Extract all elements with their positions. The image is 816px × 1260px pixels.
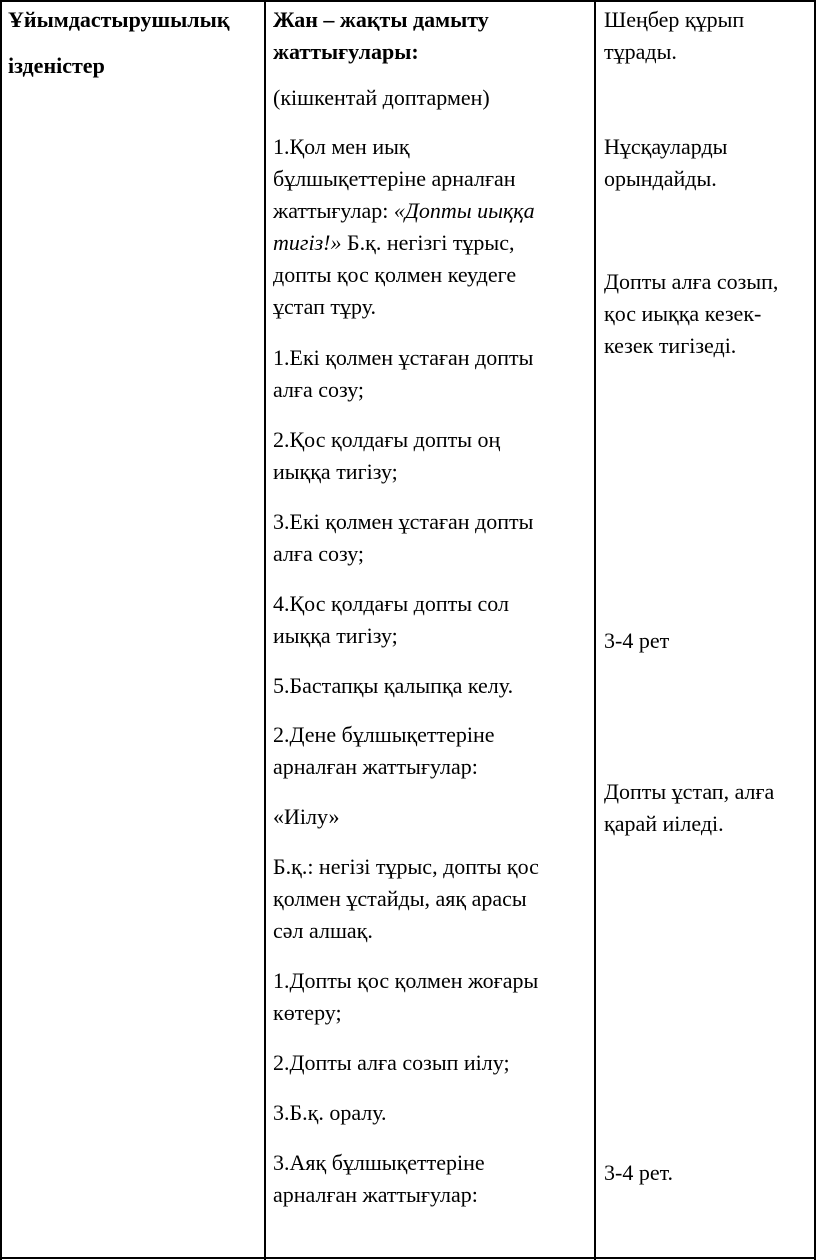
step-a1-line2: алға созу; bbox=[273, 377, 365, 402]
repeat-count-1: 3-4 рет bbox=[604, 628, 670, 653]
step-a1-line1: 1.Екі қолмен ұстаған допты bbox=[273, 345, 534, 370]
step-a3-line2: алға созу; bbox=[273, 541, 365, 566]
section1-line6: ұстап тұру. bbox=[273, 294, 377, 319]
exercise-name-part2: тигіз!» bbox=[273, 230, 342, 255]
step-b2: 2.Допты алға созып иілу; bbox=[273, 1050, 510, 1075]
exercise-name-part1: «Допты иыққа bbox=[393, 198, 535, 223]
response1-line2: тұрады. bbox=[604, 39, 677, 64]
response3-line1: Допты алға созып, bbox=[604, 269, 779, 294]
section3-line1: 3.Аяқ бұлшықеттеріне bbox=[273, 1150, 485, 1175]
section1-line5: допты қос қолмен кеудеге bbox=[273, 262, 517, 287]
response2-line1: Нұсқауларды bbox=[604, 134, 728, 159]
exercise-heading-line2: жаттығулары: bbox=[273, 39, 419, 64]
table-border-left bbox=[0, 0, 2, 1260]
step-b1-line2: көтеру; bbox=[273, 1000, 342, 1025]
step-a4-line2: иыққа тигізу; bbox=[273, 623, 398, 648]
section1-line2: бұлшықеттеріне арналған bbox=[273, 166, 516, 191]
response5-line1: Допты ұстап, алға bbox=[604, 779, 775, 804]
section2-start-line3: сәл алшақ. bbox=[273, 918, 373, 943]
step-b3: 3.Б.қ. оралу. bbox=[273, 1100, 387, 1125]
response5-line2: қарай иіледі. bbox=[604, 811, 724, 836]
section3-line2: арналған жаттығулар: bbox=[273, 1182, 478, 1207]
response3-line2: қос иыққа кезек- bbox=[604, 301, 762, 326]
stage-title-line2: ізденістер bbox=[8, 53, 105, 78]
table-border-top bbox=[0, 0, 816, 2]
stage-title-line1: Ұйымдастырушылық bbox=[8, 7, 230, 32]
table-border-bottom bbox=[0, 1257, 816, 1259]
step-a3-line1: 3.Екі қолмен ұстаған допты bbox=[273, 509, 534, 534]
section1-line4: тигіз!» Б.қ. негізгі тұрыс, bbox=[273, 230, 515, 255]
section1-line1: 1.Қол мен иық bbox=[273, 134, 410, 159]
step-a4-line1: 4.Қос қолдағы допты сол bbox=[273, 591, 509, 616]
column-divider-2 bbox=[594, 0, 596, 1260]
section2-start-line1: Б.қ.: негізі тұрыс, допты қос bbox=[273, 854, 539, 879]
section2-exercise-name: «Иілу» bbox=[273, 804, 340, 829]
response2-line2: орындайды. bbox=[604, 166, 717, 191]
response1-line1: Шеңбер құрып bbox=[604, 7, 745, 32]
exercise-subheading: (кішкентай доптармен) bbox=[273, 85, 490, 110]
section2-line2: арналған жаттығулар: bbox=[273, 754, 478, 779]
exercise-heading-line1: Жан – жақты дамыту bbox=[273, 7, 489, 32]
step-a5: 5.Бастапқы қалыпқа келу. bbox=[273, 673, 514, 698]
section2-start-line2: қолмен ұстайды, аяқ арасы bbox=[273, 886, 527, 911]
step-a2-line2: иыққа тигізу; bbox=[273, 459, 398, 484]
section2-line1: 2.Дене бұлшықеттеріне bbox=[273, 722, 495, 747]
column-divider-1 bbox=[264, 0, 266, 1260]
step-a2-line1: 2.Қос қолдағы допты оң bbox=[273, 427, 501, 452]
repeat-count-2: 3-4 рет. bbox=[604, 1160, 674, 1185]
section1-line3: жаттығулар: «Допты иыққа bbox=[273, 198, 535, 223]
step-b1-line1: 1.Допты қос қолмен жоғары bbox=[273, 968, 539, 993]
response3-line3: кезек тигізеді. bbox=[604, 333, 737, 358]
